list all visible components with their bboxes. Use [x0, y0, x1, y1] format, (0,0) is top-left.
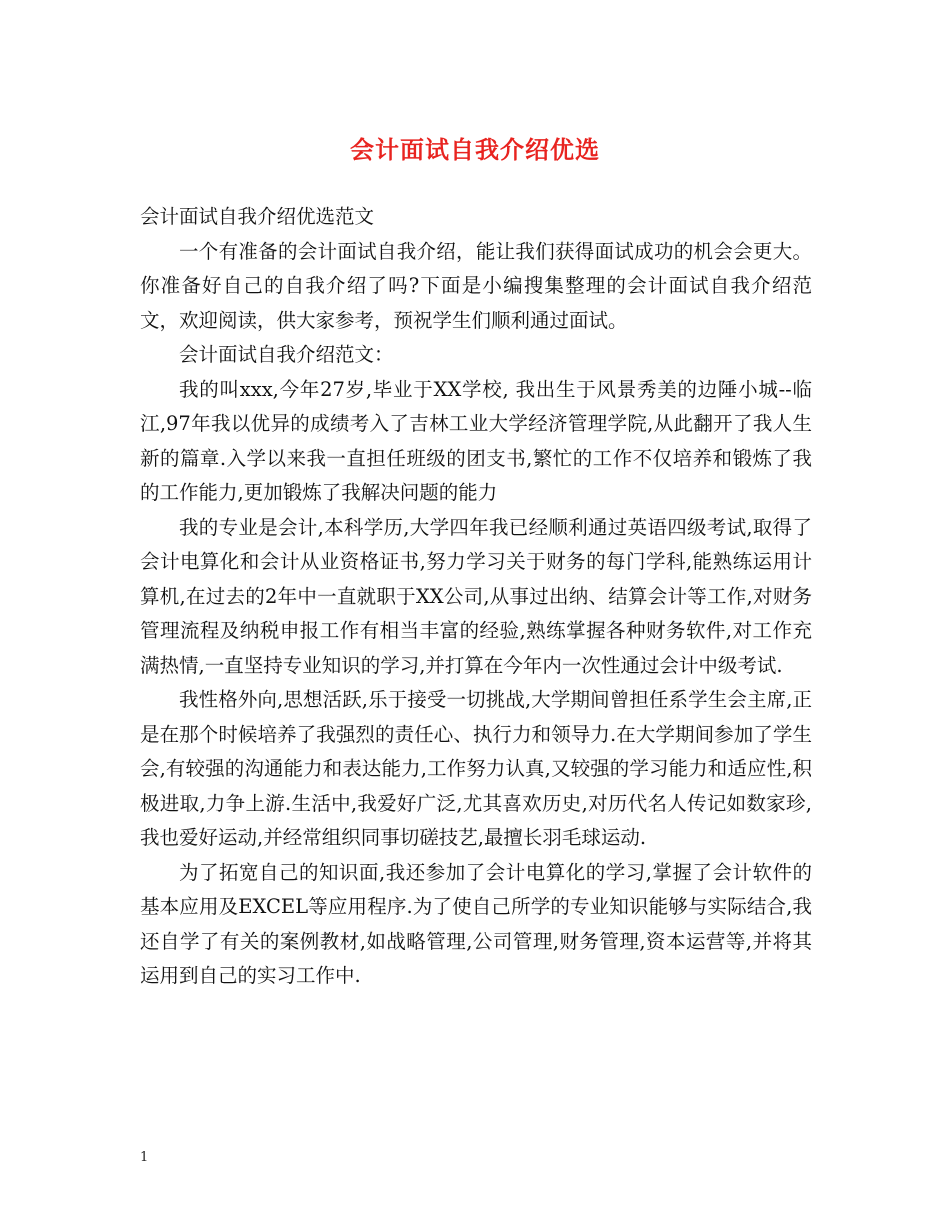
document-subtitle: 会计面试自我介绍优选范文	[140, 205, 375, 228]
document-body	[140, 200, 812, 994]
paragraph-intro: 一个有准备的会计面试自我介绍，能让我们获得面试成功的机会会更大。你准备好自己的自我介绍了吗?下面是小编搜集整理的会计面试自我介绍范文，欢迎阅读，供大家参考，预祝学生们顺利通过面试。	[140, 239, 812, 332]
paragraph-skills: 为了拓宽自己的知识面,我还参加了会计电算化的学习,掌握了会计软件的基本应用及EXCEL等应用程序.为了使自己所学的专业知识能够与实际结合,我还自学了有关的案例教材,如战略管理,公司管理,财务管理,资本运营等,并将其运用到自己的实习工作中.	[140, 860, 812, 987]
paragraph-background: 我的叫xxx,今年27岁,毕业于XX学校, 我出生于风景秀美的边陲小城--临江,97年我以优异的成绩考入了吉林工业大学经济管理学院,从此翻开了我人生新的篇章.入学以来我一直担任班级的团支书,繁忙的工作不仅培养和锻炼了我的工作能力,更加锻炼了我解决问题的能力	[140, 377, 812, 504]
paragraph-heading-sample: 会计面试自我介绍范文：	[179, 343, 394, 366]
page-number: 1	[140, 1150, 149, 1165]
paragraph-personality: 我性格外向,思想活跃,乐于接受一切挑战,大学期间曾担任系学生会主席,正是在那个时候培养了我强烈的责任心、执行力和领导力.在大学期间参加了学生会,有较强的沟通能力和表达能力,工作努力认真,又较强的学习能力和适应性,积极进取,力争上游.生活中,我爱好广泛,尤其喜欢历史,对历代名人传记如数家珍,我也爱好运动,并经常组织同事切磋技艺,最擅长羽毛球运动.	[140, 688, 812, 849]
document-title: 会计面试自我介绍优选	[350, 135, 600, 164]
paragraph-education: 我的专业是会计,本科学历,大学四年我已经顺利通过英语四级考试,取得了会计电算化和会计从业资格证书,努力学习关于财务的每门学科,能熟练运用计算机,在过去的2年中一直就职于XX公司,从事过出纳、结算会计等工作,对财务管理流程及纳税申报工作有相当丰富的经验,熟练掌握各种财务软件,对工作充满热情,一直坚持专业知识的学习,并打算在今年内一次性通过会计中级考试.	[140, 515, 812, 677]
